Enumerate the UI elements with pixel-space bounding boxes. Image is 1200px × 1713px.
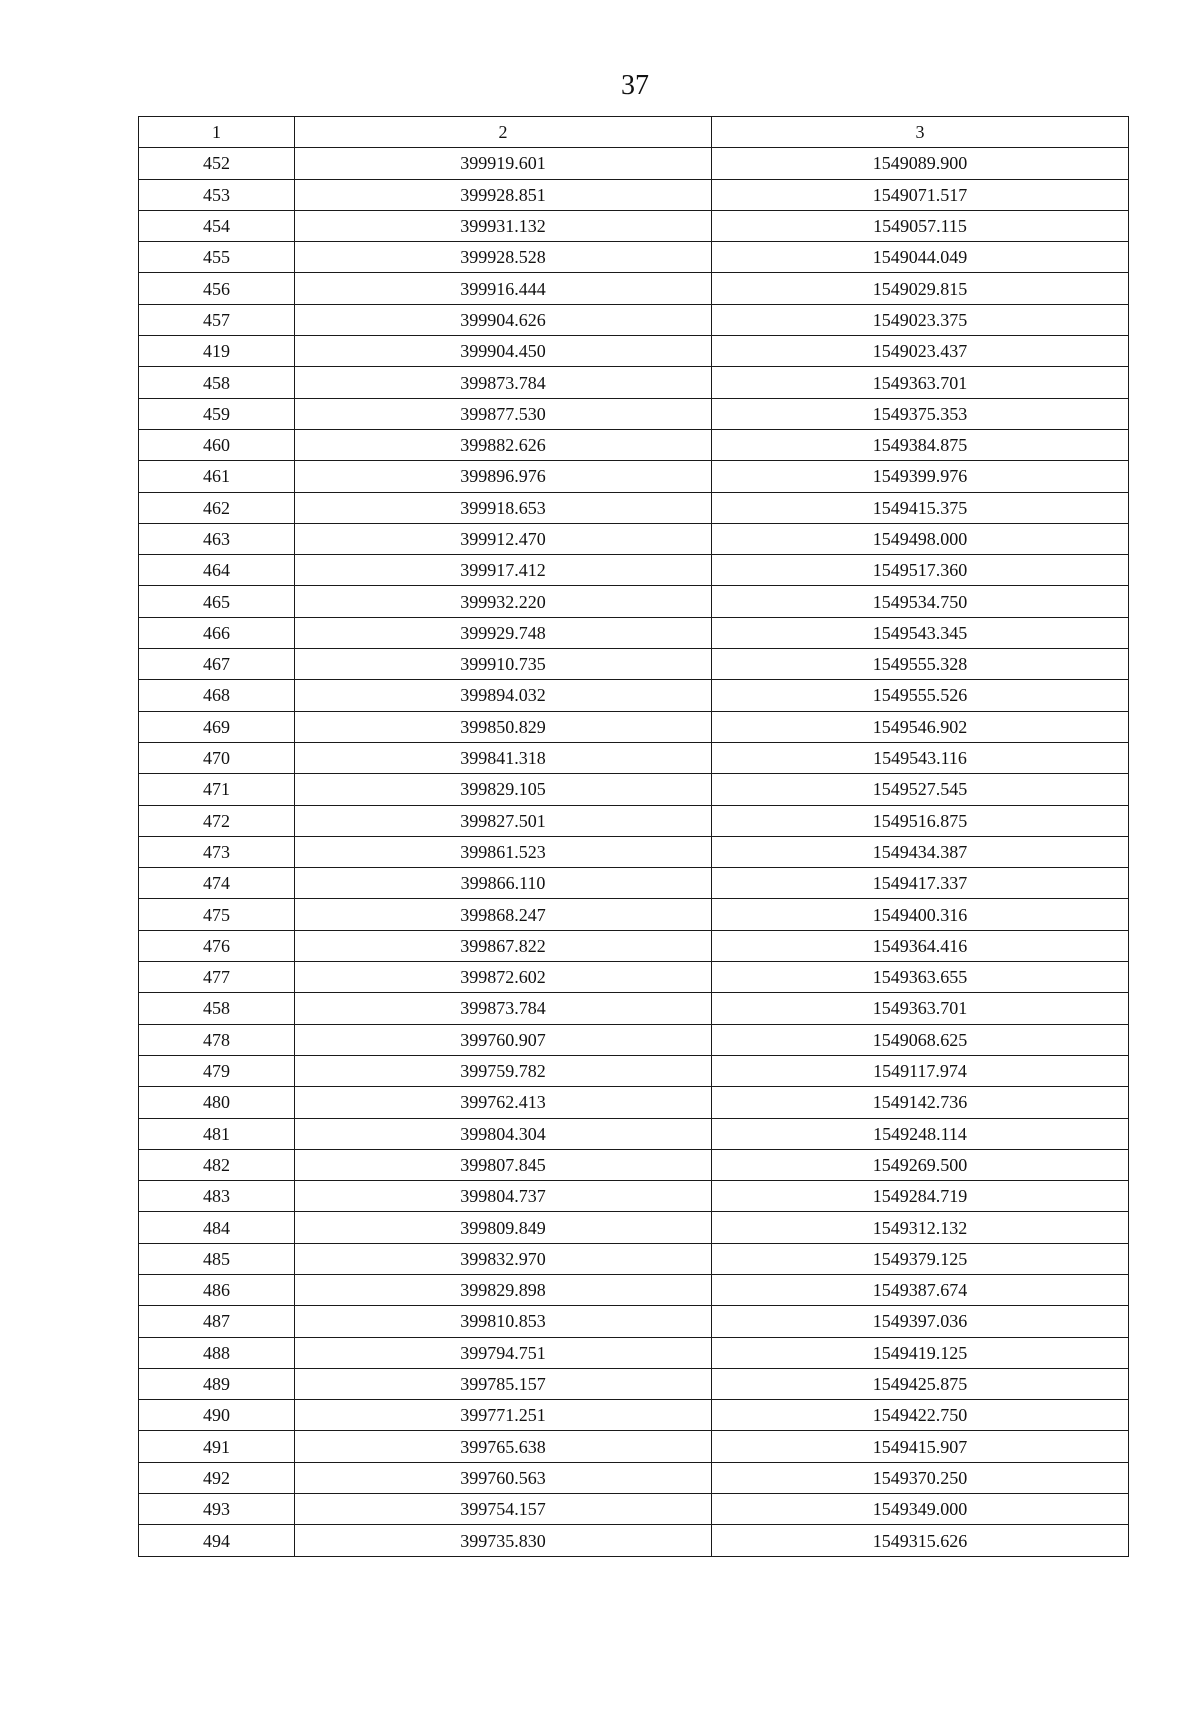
table-row (139, 836, 1129, 867)
point-number-cell: 453 (139, 179, 295, 210)
table-row (139, 1181, 1129, 1212)
table-row (139, 586, 1129, 617)
table-row (139, 336, 1129, 367)
point-number-cell: 469 (139, 711, 295, 742)
column-header: 1 (139, 117, 295, 148)
x-coordinate-cell: 399785.157 (295, 1368, 712, 1399)
table-row (139, 1337, 1129, 1368)
x-coordinate-cell: 399804.737 (295, 1181, 712, 1212)
x-coordinate-cell: 399912.470 (295, 523, 712, 554)
y-coordinate-cell: 1549023.375 (712, 304, 1129, 335)
column-header: 2 (295, 117, 712, 148)
point-number-cell: 481 (139, 1118, 295, 1149)
x-coordinate-cell: 399760.907 (295, 1024, 712, 1055)
y-coordinate-cell: 1549422.750 (712, 1400, 1129, 1431)
table-row (139, 148, 1129, 179)
y-coordinate-cell: 1549089.900 (712, 148, 1129, 179)
point-number-cell: 474 (139, 868, 295, 899)
table-row (139, 492, 1129, 523)
x-coordinate-cell: 399759.782 (295, 1055, 712, 1086)
point-number-cell: 483 (139, 1181, 295, 1212)
table-row (139, 210, 1129, 241)
y-coordinate-cell: 1549269.500 (712, 1149, 1129, 1180)
y-coordinate-cell: 1549498.000 (712, 523, 1129, 554)
point-number-cell: 462 (139, 492, 295, 523)
y-coordinate-cell: 1549415.375 (712, 492, 1129, 523)
y-coordinate-cell: 1549029.815 (712, 273, 1129, 304)
y-coordinate-cell: 1549397.036 (712, 1306, 1129, 1337)
table-row (139, 742, 1129, 773)
table-row (139, 1212, 1129, 1243)
x-coordinate-cell: 399882.626 (295, 429, 712, 460)
table-row (139, 179, 1129, 210)
point-number-cell: 480 (139, 1087, 295, 1118)
y-coordinate-cell: 1549400.316 (712, 899, 1129, 930)
table-row (139, 1024, 1129, 1055)
x-coordinate-cell: 399760.563 (295, 1462, 712, 1493)
point-number-cell: 489 (139, 1368, 295, 1399)
table-row (139, 1306, 1129, 1337)
table-row (139, 523, 1129, 554)
y-coordinate-cell: 1549415.907 (712, 1431, 1129, 1462)
point-number-cell: 478 (139, 1024, 295, 1055)
table-row (139, 1462, 1129, 1493)
y-coordinate-cell: 1549399.976 (712, 461, 1129, 492)
point-number-cell: 475 (139, 899, 295, 930)
table-row (139, 649, 1129, 680)
point-number-cell: 457 (139, 304, 295, 335)
x-coordinate-cell: 399735.830 (295, 1525, 712, 1556)
table-row (139, 242, 1129, 273)
x-coordinate-cell: 399832.970 (295, 1243, 712, 1274)
x-coordinate-cell: 399904.450 (295, 336, 712, 367)
point-number-cell: 472 (139, 805, 295, 836)
y-coordinate-cell: 1549417.337 (712, 868, 1129, 899)
x-coordinate-cell: 399894.032 (295, 680, 712, 711)
table-row (139, 899, 1129, 930)
point-number-cell: 461 (139, 461, 295, 492)
table-row (139, 774, 1129, 805)
y-coordinate-cell: 1549517.360 (712, 555, 1129, 586)
table-row (139, 1431, 1129, 1462)
point-number-cell: 454 (139, 210, 295, 241)
table-row (139, 398, 1129, 429)
x-coordinate-cell: 399762.413 (295, 1087, 712, 1118)
point-number-cell: 459 (139, 398, 295, 429)
point-number-cell: 487 (139, 1306, 295, 1337)
point-number-cell: 492 (139, 1462, 295, 1493)
x-coordinate-cell: 399917.412 (295, 555, 712, 586)
y-coordinate-cell: 1549071.517 (712, 179, 1129, 210)
point-number-cell: 471 (139, 774, 295, 805)
y-coordinate-cell: 1549363.701 (712, 367, 1129, 398)
point-number-cell: 465 (139, 586, 295, 617)
x-coordinate-cell: 399841.318 (295, 742, 712, 773)
x-coordinate-cell: 399931.132 (295, 210, 712, 241)
x-coordinate-cell: 399929.748 (295, 617, 712, 648)
table-row (139, 993, 1129, 1024)
y-coordinate-cell: 1549534.750 (712, 586, 1129, 617)
point-number-cell: 486 (139, 1274, 295, 1305)
point-number-cell: 468 (139, 680, 295, 711)
table-row (139, 1243, 1129, 1274)
point-number-cell: 460 (139, 429, 295, 460)
x-coordinate-cell: 399771.251 (295, 1400, 712, 1431)
y-coordinate-cell: 1549527.545 (712, 774, 1129, 805)
table-row (139, 304, 1129, 335)
table-body (139, 148, 1129, 1556)
y-coordinate-cell: 1549379.125 (712, 1243, 1129, 1274)
x-coordinate-cell: 399765.638 (295, 1431, 712, 1462)
point-number-cell: 490 (139, 1400, 295, 1431)
y-coordinate-cell: 1549370.250 (712, 1462, 1129, 1493)
y-coordinate-cell: 1549142.736 (712, 1087, 1129, 1118)
x-coordinate-cell: 399754.157 (295, 1494, 712, 1525)
point-number-cell: 466 (139, 617, 295, 648)
table-row (139, 367, 1129, 398)
y-coordinate-cell: 1549364.416 (712, 930, 1129, 961)
x-coordinate-cell: 399809.849 (295, 1212, 712, 1243)
table-row (139, 930, 1129, 961)
x-coordinate-cell: 399910.735 (295, 649, 712, 680)
x-coordinate-cell: 399904.626 (295, 304, 712, 335)
y-coordinate-cell: 1549117.974 (712, 1055, 1129, 1086)
y-coordinate-cell: 1549363.655 (712, 962, 1129, 993)
page-number: 37 (621, 70, 649, 101)
x-coordinate-cell: 399918.653 (295, 492, 712, 523)
y-coordinate-cell: 1549044.049 (712, 242, 1129, 273)
table-row (139, 1525, 1129, 1556)
y-coordinate-cell: 1549384.875 (712, 429, 1129, 460)
table-row (139, 962, 1129, 993)
point-number-cell: 479 (139, 1055, 295, 1086)
x-coordinate-cell: 399807.845 (295, 1149, 712, 1180)
table-row (139, 461, 1129, 492)
y-coordinate-cell: 1549425.875 (712, 1368, 1129, 1399)
table-row (139, 1087, 1129, 1118)
x-coordinate-cell: 399928.528 (295, 242, 712, 273)
table-row (139, 273, 1129, 304)
y-coordinate-cell: 1549363.701 (712, 993, 1129, 1024)
point-number-cell: 463 (139, 523, 295, 554)
point-number-cell: 473 (139, 836, 295, 867)
x-coordinate-cell: 399829.898 (295, 1274, 712, 1305)
point-number-cell: 477 (139, 962, 295, 993)
point-number-cell: 482 (139, 1149, 295, 1180)
y-coordinate-cell: 1549434.387 (712, 836, 1129, 867)
coordinates-table (138, 116, 1129, 1557)
table-row (139, 1274, 1129, 1305)
x-coordinate-cell: 399896.976 (295, 461, 712, 492)
x-coordinate-cell: 399877.530 (295, 398, 712, 429)
y-coordinate-cell: 1549555.526 (712, 680, 1129, 711)
point-number-cell: 455 (139, 242, 295, 273)
y-coordinate-cell: 1549375.353 (712, 398, 1129, 429)
x-coordinate-cell: 399868.247 (295, 899, 712, 930)
table-row (139, 680, 1129, 711)
point-number-cell: 452 (139, 148, 295, 179)
point-number-cell: 476 (139, 930, 295, 961)
point-number-cell: 419 (139, 336, 295, 367)
y-coordinate-cell: 1549023.437 (712, 336, 1129, 367)
y-coordinate-cell: 1549248.114 (712, 1118, 1129, 1149)
x-coordinate-cell: 399928.851 (295, 179, 712, 210)
x-coordinate-cell: 399873.784 (295, 367, 712, 398)
x-coordinate-cell: 399829.105 (295, 774, 712, 805)
x-coordinate-cell: 399850.829 (295, 711, 712, 742)
x-coordinate-cell: 399867.822 (295, 930, 712, 961)
x-coordinate-cell: 399866.110 (295, 868, 712, 899)
table-row (139, 555, 1129, 586)
x-coordinate-cell: 399873.784 (295, 993, 712, 1024)
y-coordinate-cell: 1549543.345 (712, 617, 1129, 648)
x-coordinate-cell: 399810.853 (295, 1306, 712, 1337)
x-coordinate-cell: 399872.602 (295, 962, 712, 993)
point-number-cell: 493 (139, 1494, 295, 1525)
y-coordinate-cell: 1549315.626 (712, 1525, 1129, 1556)
point-number-cell: 456 (139, 273, 295, 304)
point-number-cell: 484 (139, 1212, 295, 1243)
y-coordinate-cell: 1549068.625 (712, 1024, 1129, 1055)
y-coordinate-cell: 1549543.116 (712, 742, 1129, 773)
point-number-cell: 485 (139, 1243, 295, 1274)
y-coordinate-cell: 1549546.902 (712, 711, 1129, 742)
point-number-cell: 488 (139, 1337, 295, 1368)
x-coordinate-cell: 399932.220 (295, 586, 712, 617)
table-row (139, 711, 1129, 742)
column-header: 3 (712, 117, 1129, 148)
table-row (139, 1118, 1129, 1149)
y-coordinate-cell: 1549419.125 (712, 1337, 1129, 1368)
y-coordinate-cell: 1549057.115 (712, 210, 1129, 241)
x-coordinate-cell: 399804.304 (295, 1118, 712, 1149)
y-coordinate-cell: 1549387.674 (712, 1274, 1129, 1305)
table-row (139, 1368, 1129, 1399)
y-coordinate-cell: 1549516.875 (712, 805, 1129, 836)
table-row (139, 617, 1129, 648)
table-header-row (139, 117, 1129, 148)
point-number-cell: 470 (139, 742, 295, 773)
y-coordinate-cell: 1549284.719 (712, 1181, 1129, 1212)
table-row (139, 1149, 1129, 1180)
table-row (139, 868, 1129, 899)
point-number-cell: 467 (139, 649, 295, 680)
table-row (139, 1494, 1129, 1525)
point-number-cell: 464 (139, 555, 295, 586)
table-row (139, 805, 1129, 836)
x-coordinate-cell: 399919.601 (295, 148, 712, 179)
x-coordinate-cell: 399827.501 (295, 805, 712, 836)
table-row (139, 429, 1129, 460)
table-row (139, 1055, 1129, 1086)
y-coordinate-cell: 1549349.000 (712, 1494, 1129, 1525)
y-coordinate-cell: 1549312.132 (712, 1212, 1129, 1243)
table-row (139, 1400, 1129, 1431)
point-number-cell: 458 (139, 993, 295, 1024)
y-coordinate-cell: 1549555.328 (712, 649, 1129, 680)
point-number-cell: 494 (139, 1525, 295, 1556)
point-number-cell: 491 (139, 1431, 295, 1462)
x-coordinate-cell: 399794.751 (295, 1337, 712, 1368)
x-coordinate-cell: 399861.523 (295, 836, 712, 867)
point-number-cell: 458 (139, 367, 295, 398)
x-coordinate-cell: 399916.444 (295, 273, 712, 304)
